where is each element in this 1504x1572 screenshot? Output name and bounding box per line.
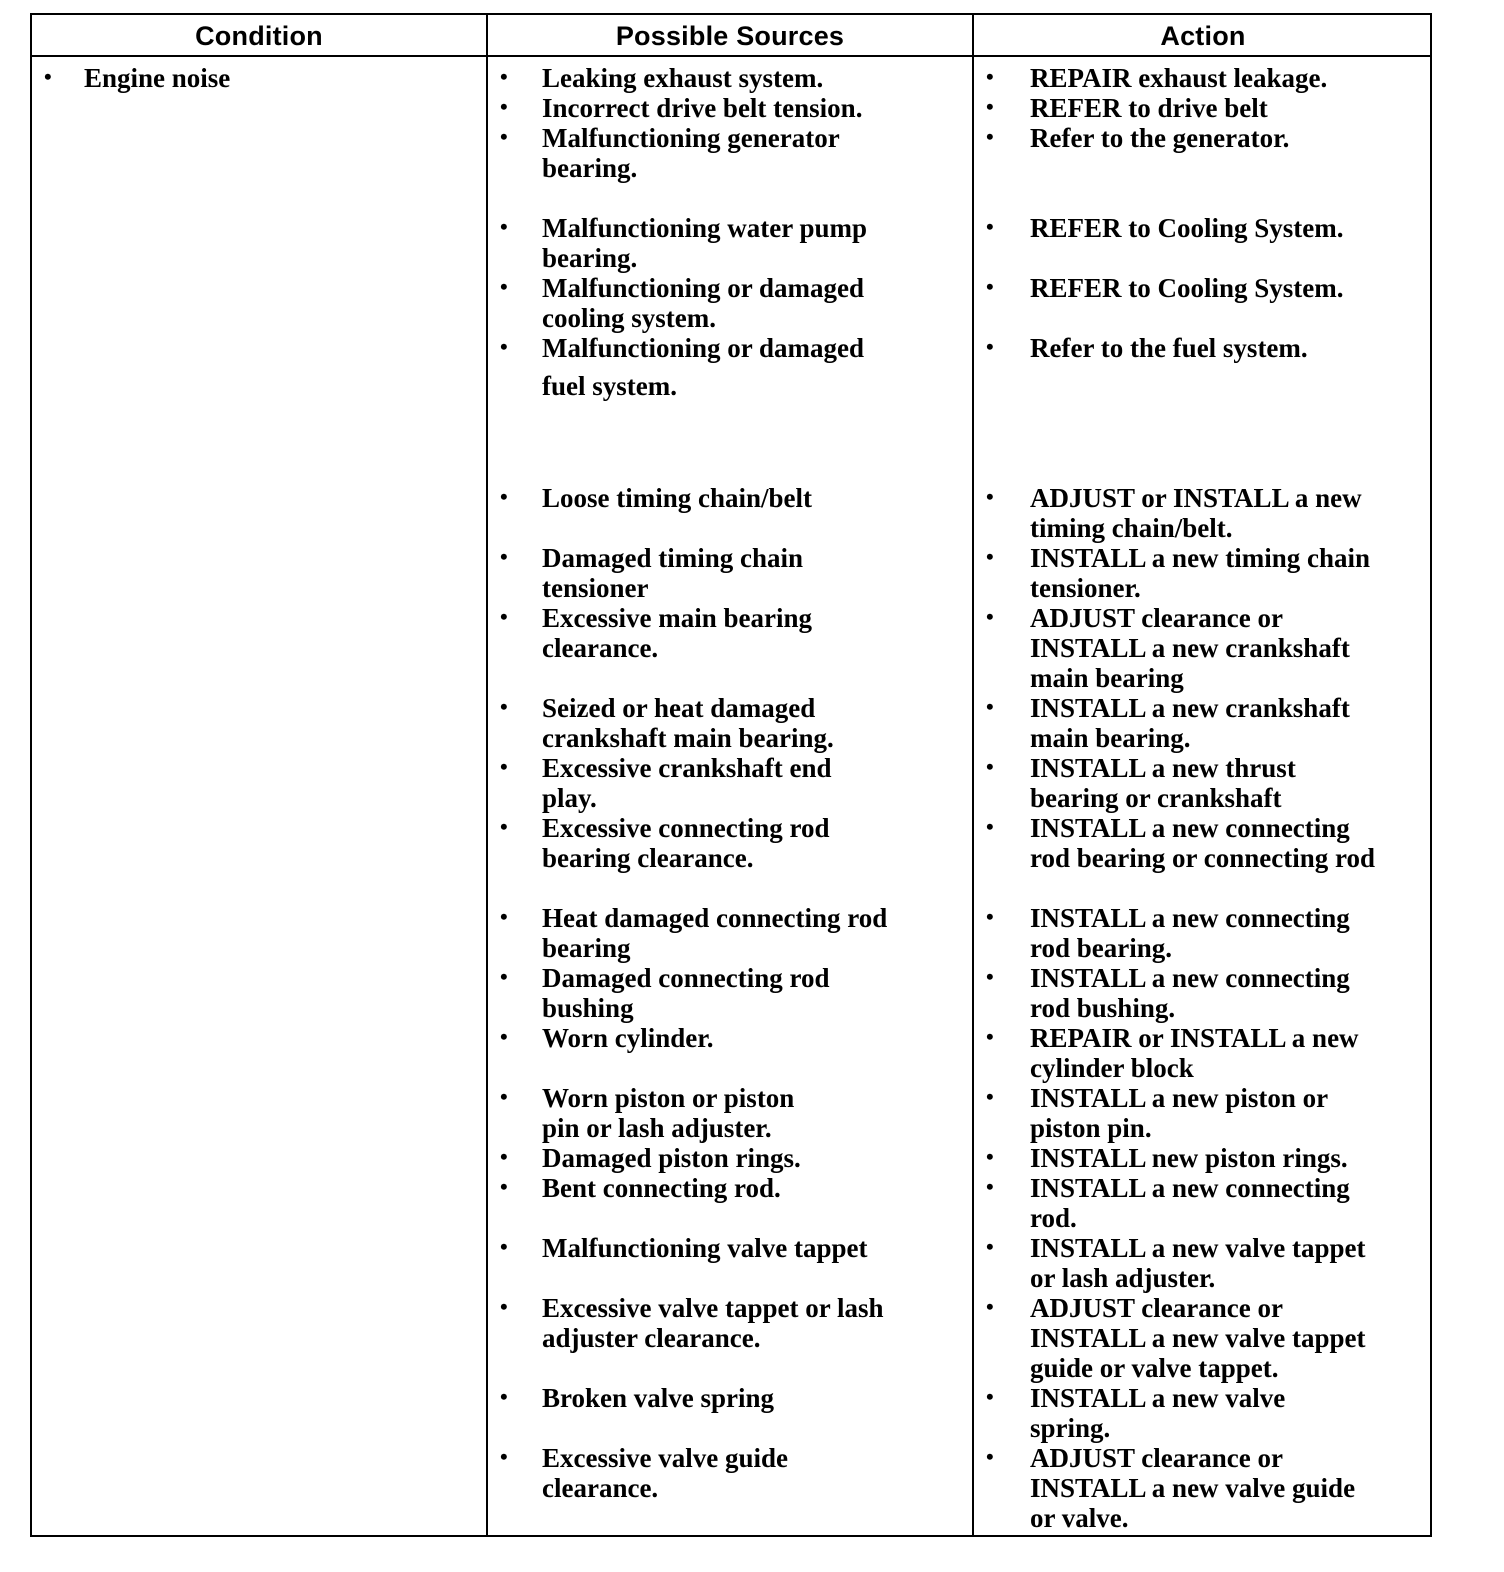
source-bullet: • [500,124,508,149]
action-bullet: • [986,814,994,839]
source-text: adjuster clearance. [542,1323,761,1353]
action-text: rod bearing or connecting rod [1030,843,1376,873]
action-bullet: • [986,214,994,239]
condition-bullet: • [44,64,52,89]
source-text: Malfunctioning water pump [542,213,868,243]
action-bullet: • [986,94,994,119]
header-action: Action [1160,21,1246,51]
source-text: bearing clearance. [542,843,754,873]
source-bullet: • [500,964,508,989]
source-text: Excessive valve guide [542,1443,788,1473]
source-bullet: • [500,1234,508,1259]
source-text: Loose timing chain/belt [542,483,813,513]
action-text: REPAIR or INSTALL a new [1030,1023,1359,1053]
action-text: or lash adjuster. [1030,1263,1216,1293]
condition-text: Engine noise [84,63,231,93]
source-text: fuel system. [542,371,677,401]
action-text: rod. [1030,1203,1077,1233]
source-bullet: • [500,1084,508,1109]
action-text: INSTALL a new crankshaft [1030,693,1350,723]
action-bullet: • [986,334,994,359]
source-bullet: • [500,1024,508,1049]
source-text: pin or lash adjuster. [542,1113,772,1143]
source-bullet: • [500,64,508,89]
source-text: Malfunctioning generator [542,123,840,153]
source-text: Malfunctioning valve tappet [542,1233,868,1263]
action-text: ADJUST or INSTALL a new [1030,483,1362,513]
source-bullet: • [500,694,508,719]
source-bullet: • [500,544,508,569]
action-text: rod bushing. [1030,993,1176,1023]
source-text: Malfunctioning or damaged [542,273,865,303]
source-bullet: • [500,814,508,839]
action-bullet: • [986,1084,994,1109]
action-bullet: • [986,1384,994,1409]
action-bullet: • [986,1444,994,1469]
action-text: INSTALL new piston rings. [1030,1143,1348,1173]
source-text: Excessive main bearing [542,603,812,633]
source-bullet: • [500,274,508,299]
action-bullet: • [986,964,994,989]
source-bullet: • [500,604,508,629]
action-bullet: • [986,1144,994,1169]
column-divider [972,15,974,1535]
source-text: tensioner [542,573,649,603]
action-text: INSTALL a new thrust [1030,753,1296,783]
header-possible-sources: Possible Sources [615,21,845,51]
action-text: bearing or crankshaft [1030,783,1282,813]
source-text: Excessive crankshaft end [542,753,832,783]
source-bullet: • [500,214,508,239]
action-bullet: • [986,544,994,569]
source-bullet: • [500,1444,508,1469]
column-divider [486,15,488,1535]
action-bullet: • [986,64,994,89]
source-text: Heat damaged connecting rod [542,903,888,933]
action-text: spring. [1030,1413,1111,1443]
action-text: REFER to Cooling System. [1030,213,1344,243]
source-text: Worn cylinder. [542,1023,714,1053]
action-text: Refer to the generator. [1030,123,1290,153]
action-text: tensioner. [1030,573,1141,603]
action-text: INSTALL a new valve [1030,1383,1286,1413]
source-text: play. [542,783,597,813]
action-text: or valve. [1030,1503,1129,1533]
source-text: Seized or heat damaged [542,693,816,723]
source-bullet: • [500,1174,508,1199]
action-bullet: • [986,484,994,509]
action-text: REFER to Cooling System. [1030,273,1344,303]
action-bullet: • [986,604,994,629]
action-bullet: • [986,1024,994,1049]
source-text: clearance. [542,1473,659,1503]
action-text: piston pin. [1030,1113,1152,1143]
action-text: INSTALL a new connecting [1030,963,1350,993]
action-text: INSTALL a new timing chain [1030,543,1371,573]
source-text: Damaged piston rings. [542,1143,801,1173]
source-text: crankshaft main bearing. [542,723,834,753]
source-bullet: • [500,1144,508,1169]
header-divider [32,55,1430,57]
action-bullet: • [986,124,994,149]
action-text: REFER to drive belt [1030,93,1268,123]
troubleshooting-table [30,13,1432,1537]
action-text: INSTALL a new valve tappet [1030,1323,1366,1353]
source-text: Incorrect drive belt tension. [542,93,863,123]
action-text: INSTALL a new connecting [1030,1173,1350,1203]
source-text: bearing. [542,243,638,273]
source-bullet: • [500,904,508,929]
source-text: bushing [542,993,634,1023]
source-text: Broken valve spring [542,1383,775,1413]
action-text: INSTALL a new valve tappet [1030,1233,1366,1263]
source-text: Damaged connecting rod [542,963,830,993]
source-text: Leaking exhaust system. [542,63,824,93]
source-text: Bent connecting rod. [542,1173,781,1203]
source-text: clearance. [542,633,659,663]
source-bullet: • [500,1384,508,1409]
action-bullet: • [986,754,994,779]
action-text: ADJUST clearance or [1030,603,1283,633]
source-text: bearing [542,933,631,963]
action-bullet: • [986,1234,994,1259]
source-text: Damaged timing chain [542,543,804,573]
action-text: Refer to the fuel system. [1030,333,1308,363]
action-bullet: • [986,274,994,299]
source-bullet: • [500,484,508,509]
action-bullet: • [986,1174,994,1199]
source-text: Excessive valve tappet or lash [542,1293,884,1323]
source-text: Excessive connecting rod [542,813,830,843]
source-text: cooling system. [542,303,716,333]
action-text: INSTALL a new crankshaft [1030,633,1350,663]
action-text: main bearing. [1030,723,1191,753]
source-text: Malfunctioning or damaged [542,333,865,363]
action-bullet: • [986,694,994,719]
action-text: main bearing [1030,663,1184,693]
source-bullet: • [500,754,508,779]
action-text: INSTALL a new connecting [1030,813,1350,843]
action-text: timing chain/belt. [1030,513,1233,543]
action-bullet: • [986,904,994,929]
source-bullet: • [500,1294,508,1319]
action-text: ADJUST clearance or [1030,1293,1283,1323]
source-bullet: • [500,334,508,359]
action-text: INSTALL a new connecting [1030,903,1350,933]
header-condition: Condition [195,21,323,51]
action-text: ADJUST clearance or [1030,1443,1283,1473]
action-text: cylinder block [1030,1053,1194,1083]
action-text: INSTALL a new piston or [1030,1083,1329,1113]
action-text: rod bearing. [1030,933,1173,963]
action-bullet: • [986,1294,994,1319]
action-text: INSTALL a new valve guide [1030,1473,1356,1503]
source-text: Worn piston or piston [542,1083,795,1113]
source-bullet: • [500,94,508,119]
action-text: REPAIR exhaust leakage. [1030,63,1328,93]
action-text: guide or valve tappet. [1030,1353,1279,1383]
source-text: bearing. [542,153,638,183]
